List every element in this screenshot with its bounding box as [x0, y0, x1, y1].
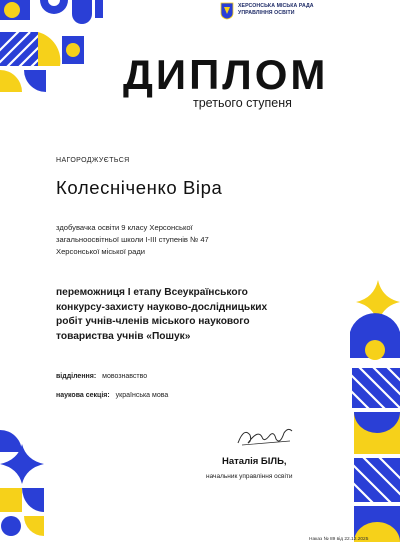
organization-name: [238, 3, 314, 17]
diploma-subtitle: третього ступеня: [193, 96, 292, 110]
section-label: наукова секція:: [56, 392, 110, 399]
section-row: [56, 392, 168, 399]
achievement-line: робіт учнів-членів міського наукового: [56, 316, 250, 327]
achievement-line: конкурсу-захисту науково-дослідницьких: [56, 301, 268, 313]
decorative-pattern-right: [340, 280, 400, 542]
recipient-name: Колесніченко Віра: [56, 177, 223, 198]
decorative-pattern-bottom-left: [0, 430, 55, 540]
handwritten-signature: [234, 423, 296, 449]
recipient-description: [56, 222, 311, 258]
signatory-name: Наталія БІЛЬ,: [222, 456, 287, 467]
org-line-2: УПРАВЛІННЯ ОСВІТИ: [238, 10, 295, 16]
coat-of-arms-icon: [220, 2, 234, 20]
department-value: мовознавство: [102, 373, 148, 380]
order-number: Наказ № 89 від 22.12.2025: [309, 537, 369, 542]
department-row: [56, 373, 147, 380]
org-line-1: ХЕРСОНСЬКА МІСЬКА РАДА: [238, 3, 314, 9]
achievement-line: товариства учнів «Пошук»: [56, 330, 191, 342]
diploma-title: ДИПЛОМ: [123, 51, 329, 98]
achievement-line: переможниця І етапу Всеукраїнського: [56, 287, 248, 298]
awarded-label: НАГОРОДЖУЄТЬСЯ: [56, 157, 130, 164]
description-line: здобувачка освіти 9 класу Херсонської: [56, 223, 193, 232]
department-label: відділення:: [56, 373, 97, 380]
description-line: загальноосвітньої школи І-ІІІ ступенів № 47: [56, 235, 209, 244]
signatory-role: начальник управління освіти: [206, 473, 293, 480]
decorative-pattern-top-left: [0, 0, 115, 100]
achievement-text: [56, 286, 316, 344]
description-line: Херсонської міської ради: [56, 247, 146, 256]
section-value: українська мова: [115, 392, 169, 399]
